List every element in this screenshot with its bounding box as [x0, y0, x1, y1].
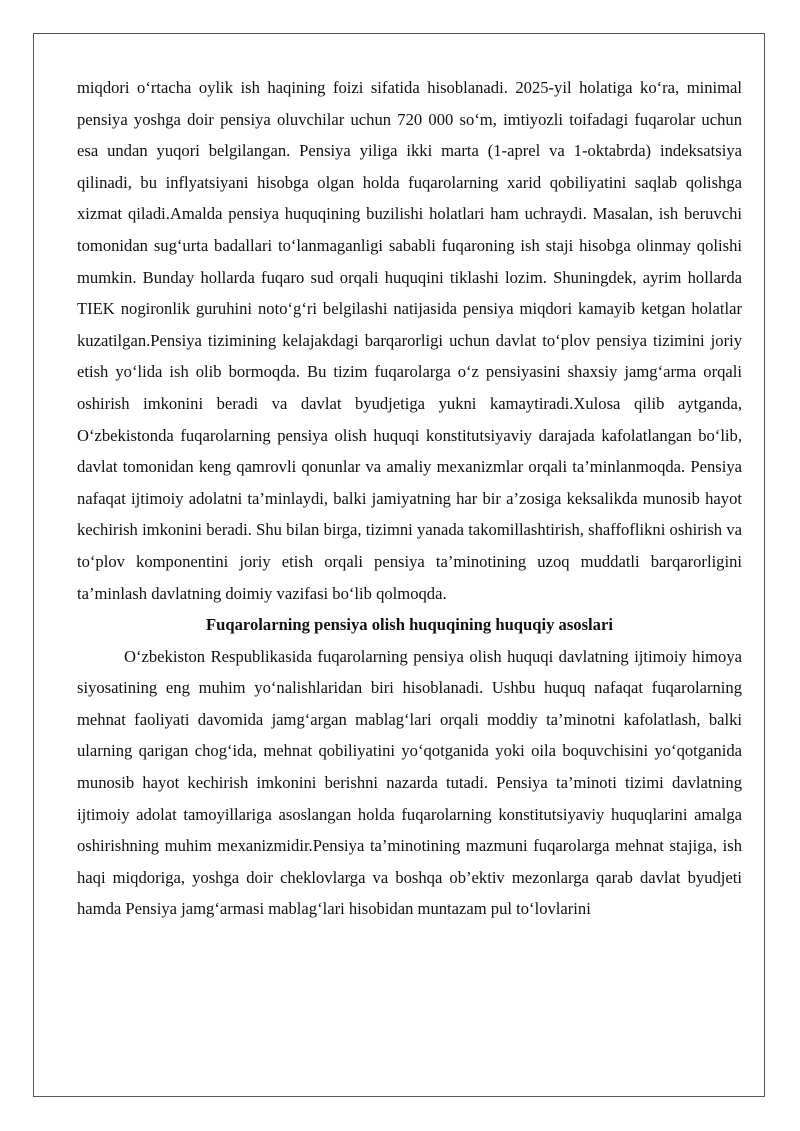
- document-body: [77, 72, 742, 925]
- body-paragraph: O‘zbekiston Respublikasida fuqarolarning pensiya olish huquqi davlatning ijtimoiy himoya siyosatining eng muhim yo‘nalishlaridan biri hisoblanadi. Ushbu huquq nafaqat fuqarolarning mehnat faoliyati davomida jamg‘argan mablag‘lari orqali moddiy ta’minotni kafolatlash, balki ularning qarigan chog‘ida, mehnat qobiliyatini yo‘qotganida yoki oila boquvchisini yo‘qotganida munosib hayot kechirish imkonini berishni nazarda tutadi. Pensiya ta’minoti tizimi davlatning ijtimoiy adolat tamoyillariga asoslangan holda fuqarolarning konstitutsiyaviy huquqlarini amalga oshirishning muhim mexanizmidir.Pensiya ta’minotining mazmuni fuqarolarga mehnat stajiga, ish haqi miqdoriga, yoshga doir cheklovlarga va boshqa ob’ektiv mezonlarga qarab davlat byudjeti hamda Pensiya jamg‘armasi mablag‘lari hisobidan muntazam pul to‘lovlarini: [77, 646, 742, 919]
- body-paragraph: miqdori o‘rtacha oylik ish haqining foizi sifatida hisoblanadi. 2025-yil holatiga ko‘ra, minimal pensiya yoshga doir pensiya oluvchilar uchun 720 000 so‘m, imtiyozli toifadagi fuqarolar uchun esa undan yuqori belgilangan. Pensiya yiliga ikki marta (1-aprel va 1-oktabrda) indeksatsiya qilinadi, bu inflyatsiyani hisobga olgan holda fuqarolarning xarid qobiliyatini saqlab qolishga xizmat qiladi.Amalda pensiya huquqining buzilishi holatlari ham uchraydi. Masalan, ish beruvchi tomonidan sug‘urta badallari to‘lanmaganligi sababli fuqaroning ish staji hisobga olinmay qolishi mumkin. Bunday hollarda fuqaro sud orqali huquqini tiklashi lozim. Shuningdek, ayrim hollarda TIEK nogironlik guruhini noto‘g‘ri belgilashi natijasida pensiya miqdori kamayib ketgan holatlar kuzatilgan.Pensiya tizimining kelajakdagi barqarorligi uchun davlat to‘plov pensiya tizimini joriy etish yo‘lida ish olib bormoqda. Bu tizim fuqarolarga o‘z pensiyasini shaxsiy jamg‘arma orqali oshirish imkonini beradi va davlat byudjetiga yukni kamaytiradi.Xulosa qilib aytganda, O‘zbekistonda fuqarolarning pensiya olish huquqi konstitutsiyaviy darajada kafolatlangan bo‘lib, davlat tomonidan keng qamrovli qonunlar va amaliy mexanizmlar orqali ta’minlanmoqda. Pensiya nafaqat ijtimoiy adolatni ta’minlaydi, balki jamiyatning har bir a’zosiga keksalikda munosib hayot kechirish imkonini beradi. Shu bilan birga, tizimni yanada takomillashtirish, shaffoflikni oshirish va to‘plov komponentini joriy etish orqali pensiya ta’minotining uzoq muddatli barqarorligini ta’minlash davlatning doimiy vazifasi bo‘lib qolmoqda.: [77, 78, 742, 603]
- section-heading: Fuqarolarning pensiya olish huquqining huquqiy asoslari: [206, 615, 613, 635]
